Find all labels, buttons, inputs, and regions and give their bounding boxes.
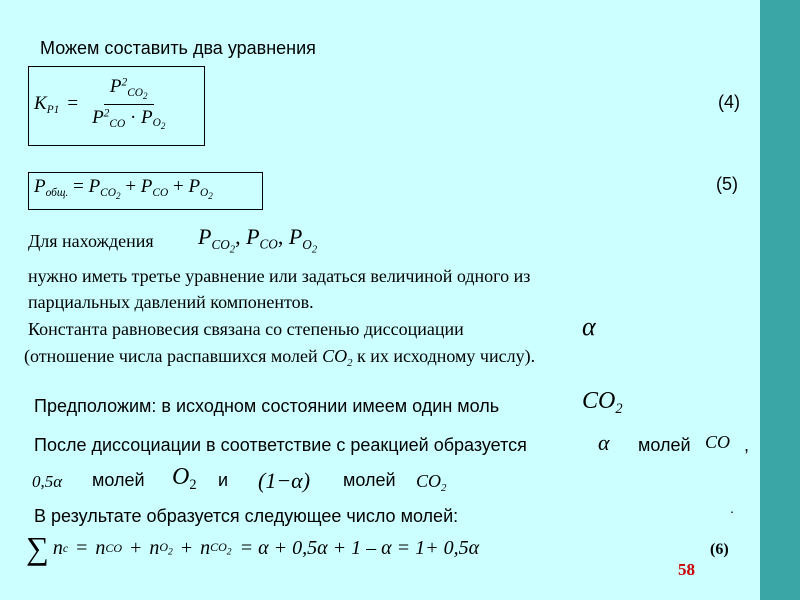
heading: Можем составить два уравнения — [40, 38, 316, 58]
equation-5: $P_{общ.} = P_{CO_2} + P_{CO} + P_{O_2}$ — [34, 176, 213, 202]
right-sidebar-bar — [760, 0, 800, 600]
finding-variables: $P_{CO_2}$, $P_{CO}$, $P_{O_2}$ — [198, 224, 318, 256]
equation-5-label: (5) — [716, 174, 738, 194]
co2-formula: $CO_2$ — [416, 471, 447, 494]
result-dot: . — [730, 500, 734, 516]
after-alpha: α — [598, 430, 610, 455]
finding-label: Для нахождения — [28, 231, 154, 251]
and-label: и — [218, 470, 229, 490]
page-number: 58 — [678, 560, 695, 579]
paragraph-line-1: нужно иметь третье уравнение или задаться величиной одного из — [28, 266, 531, 286]
assumption-co2: $CO_2$ — [582, 388, 623, 418]
equation-6: ∑ n c = n CO + n $O_2$ + n $CO_2$ = α + 0,5α + 1 – α = 1+ 0,5α — [26, 530, 480, 566]
parenthetical-note: (отношение числа распавшихся молей $CO_2$ к их исходному числу). — [24, 346, 536, 369]
one-minus-alpha: (1−α) — [258, 468, 311, 493]
o2-formula: $O_2$ — [172, 464, 197, 494]
eq4-fraction: $\frac{P^2_{CO_2}}{P^2_{CO} \cdot P_{O_2}}$ — [92, 76, 166, 132]
after-co: CO — [705, 432, 731, 452]
alpha-symbol: α — [582, 312, 596, 341]
eq4-lhs: $K_{P1}$ — [34, 92, 60, 116]
moles-label-1: молей — [92, 470, 145, 490]
half-alpha: 0,5α — [32, 472, 63, 491]
after-dissociation-text: После диссоциации в соответствие с реакцией образуется — [34, 435, 527, 455]
result-text: В результате образуется следующее число молей: — [34, 506, 459, 526]
after-moles: молей — [638, 435, 691, 455]
paragraph-line-3: Константа равновесия связана со степенью диссоциации — [28, 319, 464, 339]
assumption-text: Предположим: в исходном состоянии имеем один моль — [34, 396, 500, 416]
equation-4: $K_{P1}$ = $\frac{P^2_{CO_2}}{P^2_{CO} \cdot P_{O_2}}$ — [34, 74, 171, 134]
after-comma: , — [744, 435, 750, 455]
equation-4-label: (4) — [718, 92, 740, 112]
paragraph-line-2: парциальных давлений компонентов. — [28, 292, 314, 312]
moles-label-2: молей — [343, 470, 396, 490]
equation-6-label: (6) — [710, 541, 729, 558]
